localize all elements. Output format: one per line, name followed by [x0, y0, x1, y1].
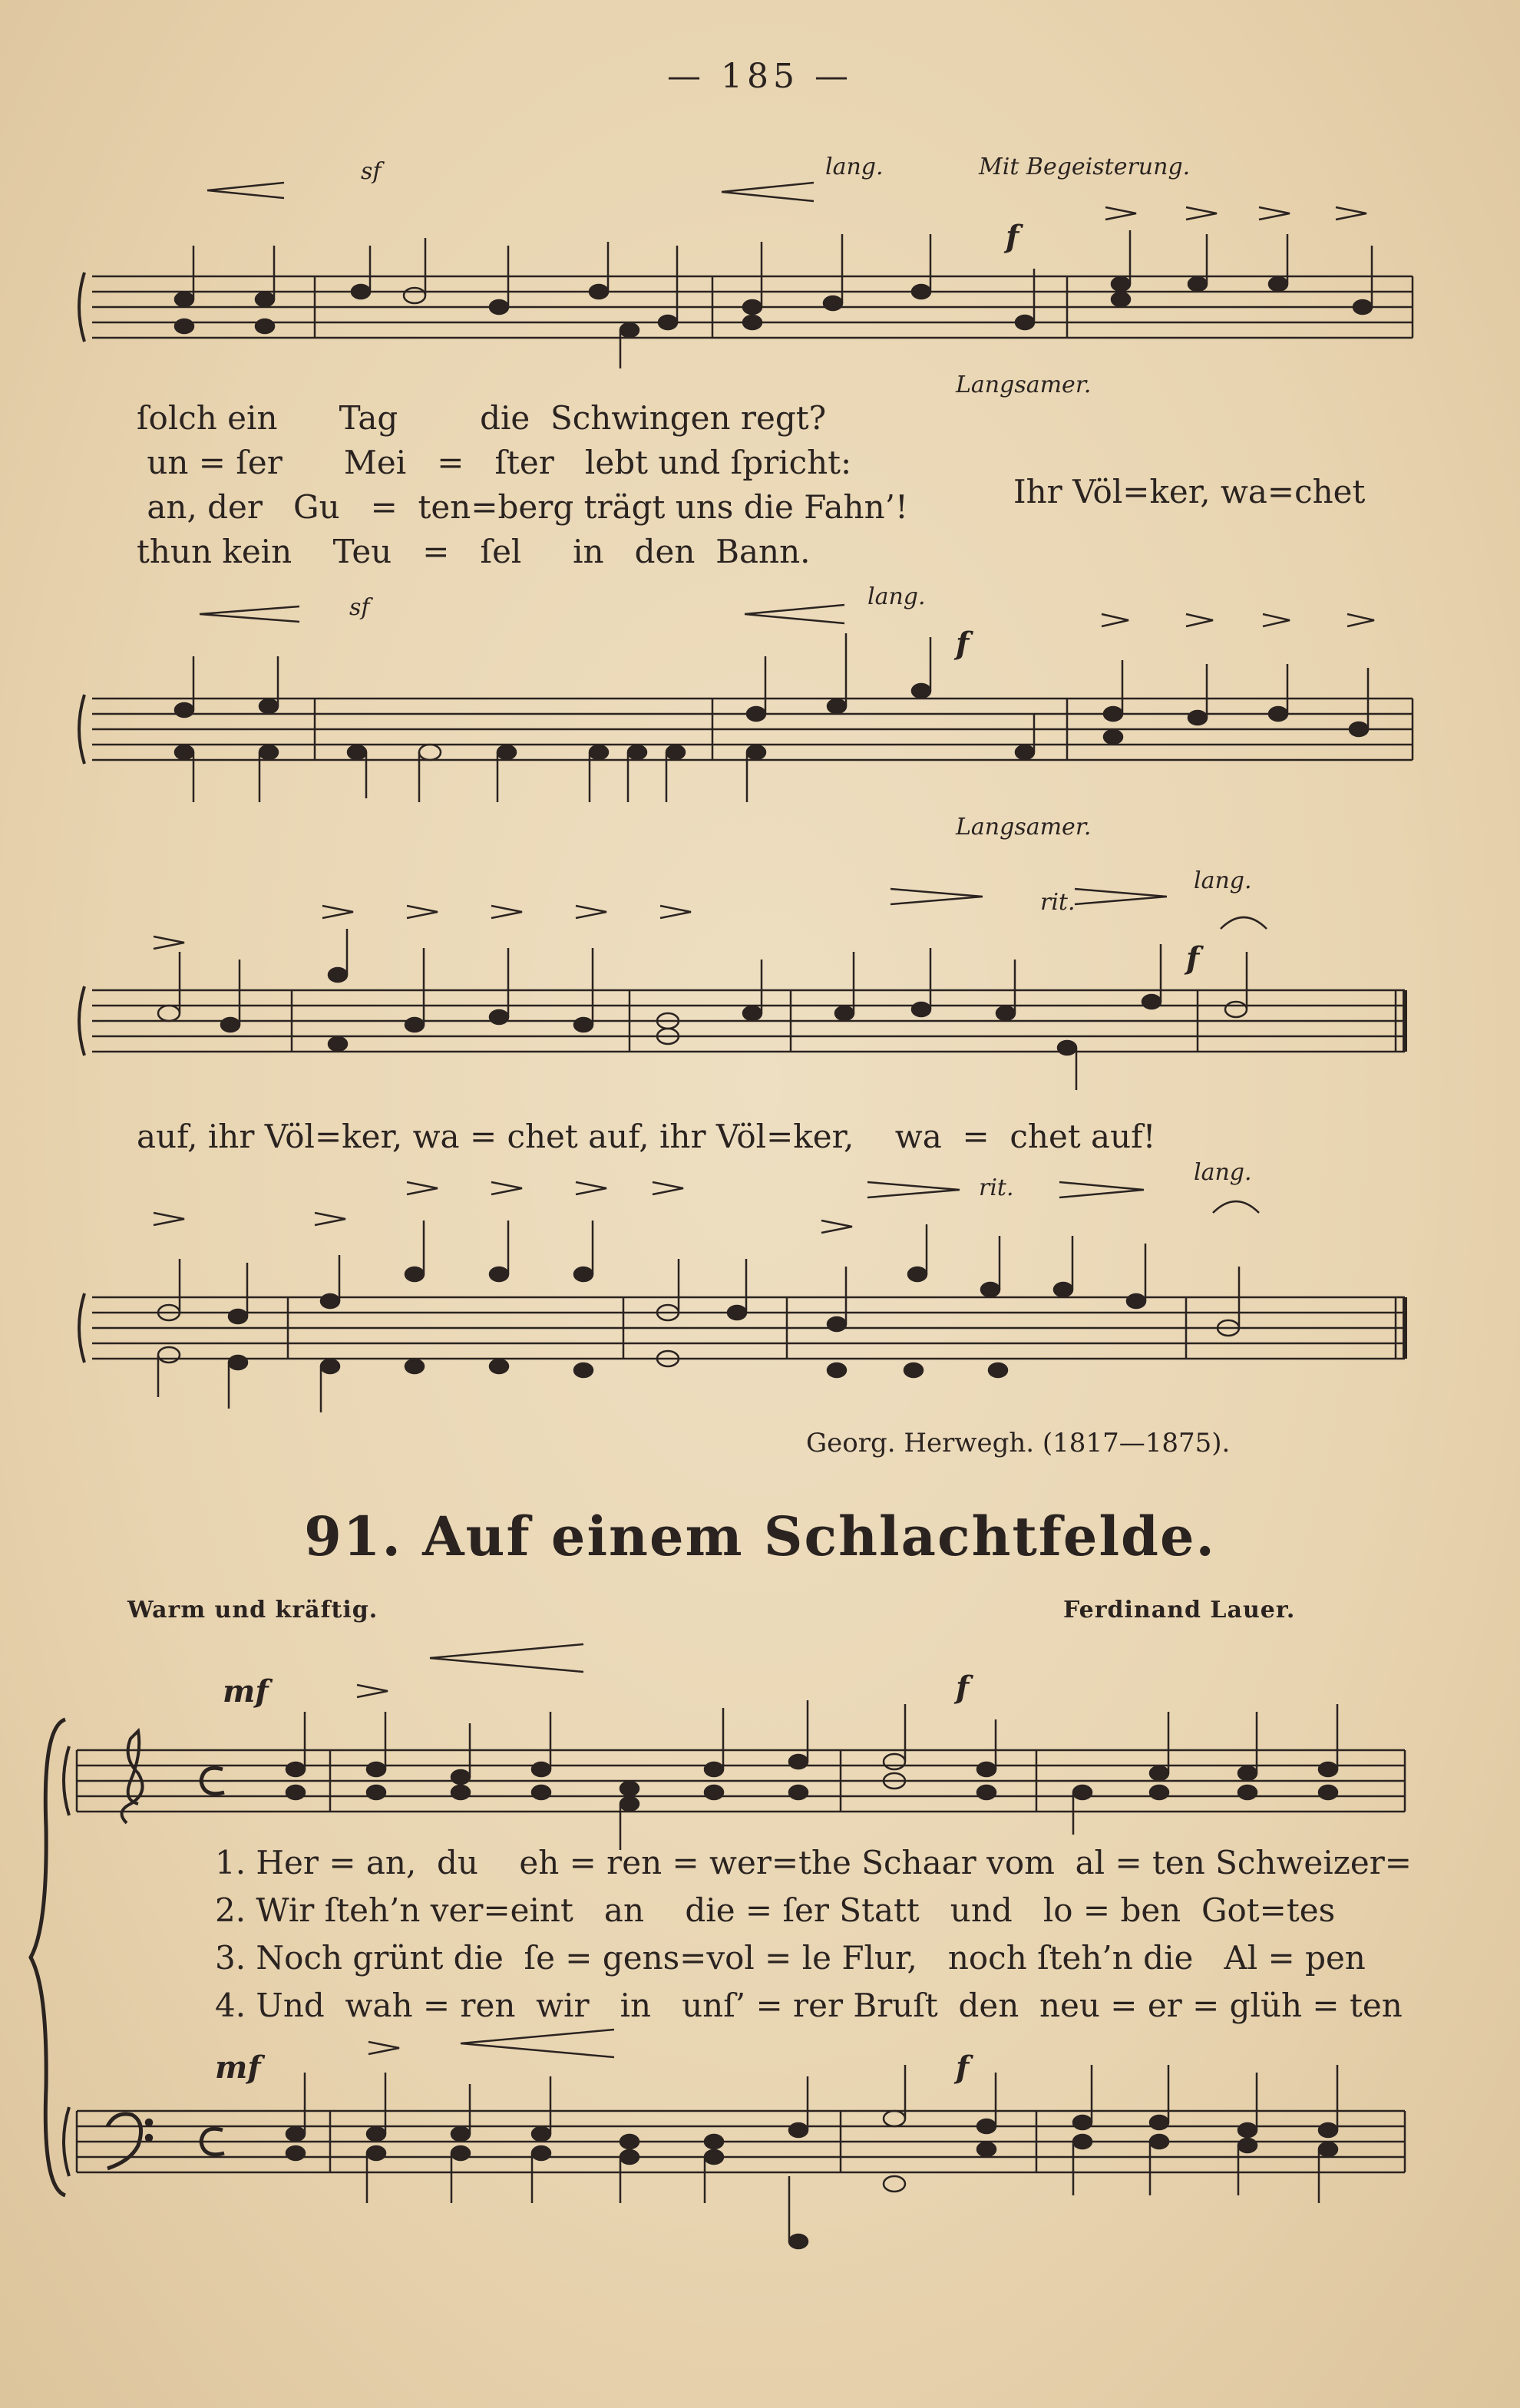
accent: [357, 1685, 388, 1697]
hairpin: [1059, 1182, 1144, 1197]
dynamic-f: f: [956, 626, 970, 662]
poet-credit: Georg. Herwegh. (1817—1875).: [806, 1428, 1231, 1458]
dynamic-mf: mf: [223, 1673, 269, 1709]
accent: [1102, 614, 1374, 626]
lyric-line: un = ſer Mei = ſter lebt und ſpricht:: [137, 444, 852, 481]
hairpin: [867, 1182, 960, 1197]
dynamic-f: f: [956, 2050, 970, 2086]
dynamic-mf: mf: [215, 2050, 261, 2086]
lyric-line: thun kein Teu = ſel in den Bann.: [137, 533, 811, 570]
hairpin: [1075, 889, 1167, 904]
hairpin: [745, 605, 844, 623]
composer-credit: Ferdinand Lauer.: [1063, 1597, 1296, 1624]
hairpin: [207, 183, 284, 198]
lyric-line: an, der Gu = ten=berg trägt uns die Fahn’!: [137, 488, 908, 526]
dynamic-f: f: [1006, 219, 1019, 255]
tempo-lang: lang.: [825, 154, 884, 180]
system2-lower-staff: [0, 1174, 1520, 1428]
accent: [154, 1182, 852, 1233]
lyric-line: auf, ihr Völ=ker, wa = chet auf, ihr Völ=ker, wa = chet auf!: [137, 1118, 1156, 1155]
dynamic-f: f: [1186, 940, 1200, 976]
hairpin: [461, 2030, 614, 2057]
system1-upper-staff: [0, 169, 1520, 376]
hairpin: [891, 889, 983, 904]
tempo-langsamer: Langsamer.: [956, 814, 1092, 841]
hairpin: [200, 606, 299, 622]
tempo-langsamer: Langsamer.: [956, 372, 1092, 398]
hairpin: [430, 1644, 583, 1672]
verse-line: 1. Her = an, du eh = ren = wer=the Schaar vom al = ten Schweizer=: [215, 1844, 1412, 1881]
tempo-rit: rit.: [979, 1174, 1014, 1201]
tempo-lang: lang.: [1194, 867, 1252, 894]
page-number: — 185 —: [667, 57, 853, 96]
song91-system-brace: [0, 1712, 92, 2203]
lyric-line: ſolch ein Tag die Schwingen regt?: [137, 399, 827, 437]
accent: [368, 2042, 399, 2054]
system1-lower-staff: [0, 599, 1520, 829]
verse-line: 4. Und wah = ren wir in unſ’ = rer Bruſt den neu = er = glüh = ten: [215, 1987, 1403, 2024]
dynamic-sf: sf: [361, 158, 382, 185]
song91-treble-staff: [0, 1635, 1520, 1865]
fermata: [1213, 1201, 1259, 1213]
tempo-marking: Warm und kräftig.: [127, 1597, 378, 1624]
fermata: [1221, 917, 1267, 929]
accent: [1105, 207, 1366, 220]
dynamic-sf: sf: [349, 594, 370, 621]
verse-line: 2. Wir ſteh’n ver=eint an die = ſer Statt und lo = ben Got=tes: [215, 1891, 1336, 1929]
hairpin: [722, 183, 814, 201]
dynamic-f: f: [956, 1670, 970, 1706]
accent: [154, 906, 691, 949]
tempo-lang: lang.: [867, 583, 926, 610]
song-title: 91. Auf einem Schlachtfelde.: [304, 1505, 1216, 1568]
tempo-mit-begeisterung: Mit Begeisterung.: [979, 154, 1191, 180]
tempo-rit: rit.: [1040, 889, 1076, 916]
tempo-lang: lang.: [1194, 1159, 1252, 1186]
verse-line: 3. Noch grünt die ſe = gens=vol = le Flur, noch ſteh’n die Al = pen: [215, 1939, 1366, 1977]
treble-clef: [122, 1731, 143, 1823]
refrain-text: Ihr Völ=ker, wa=chet: [1013, 473, 1366, 510]
system2-upper-staff: [0, 875, 1520, 1098]
song91-bass-staff: [0, 2019, 1520, 2280]
